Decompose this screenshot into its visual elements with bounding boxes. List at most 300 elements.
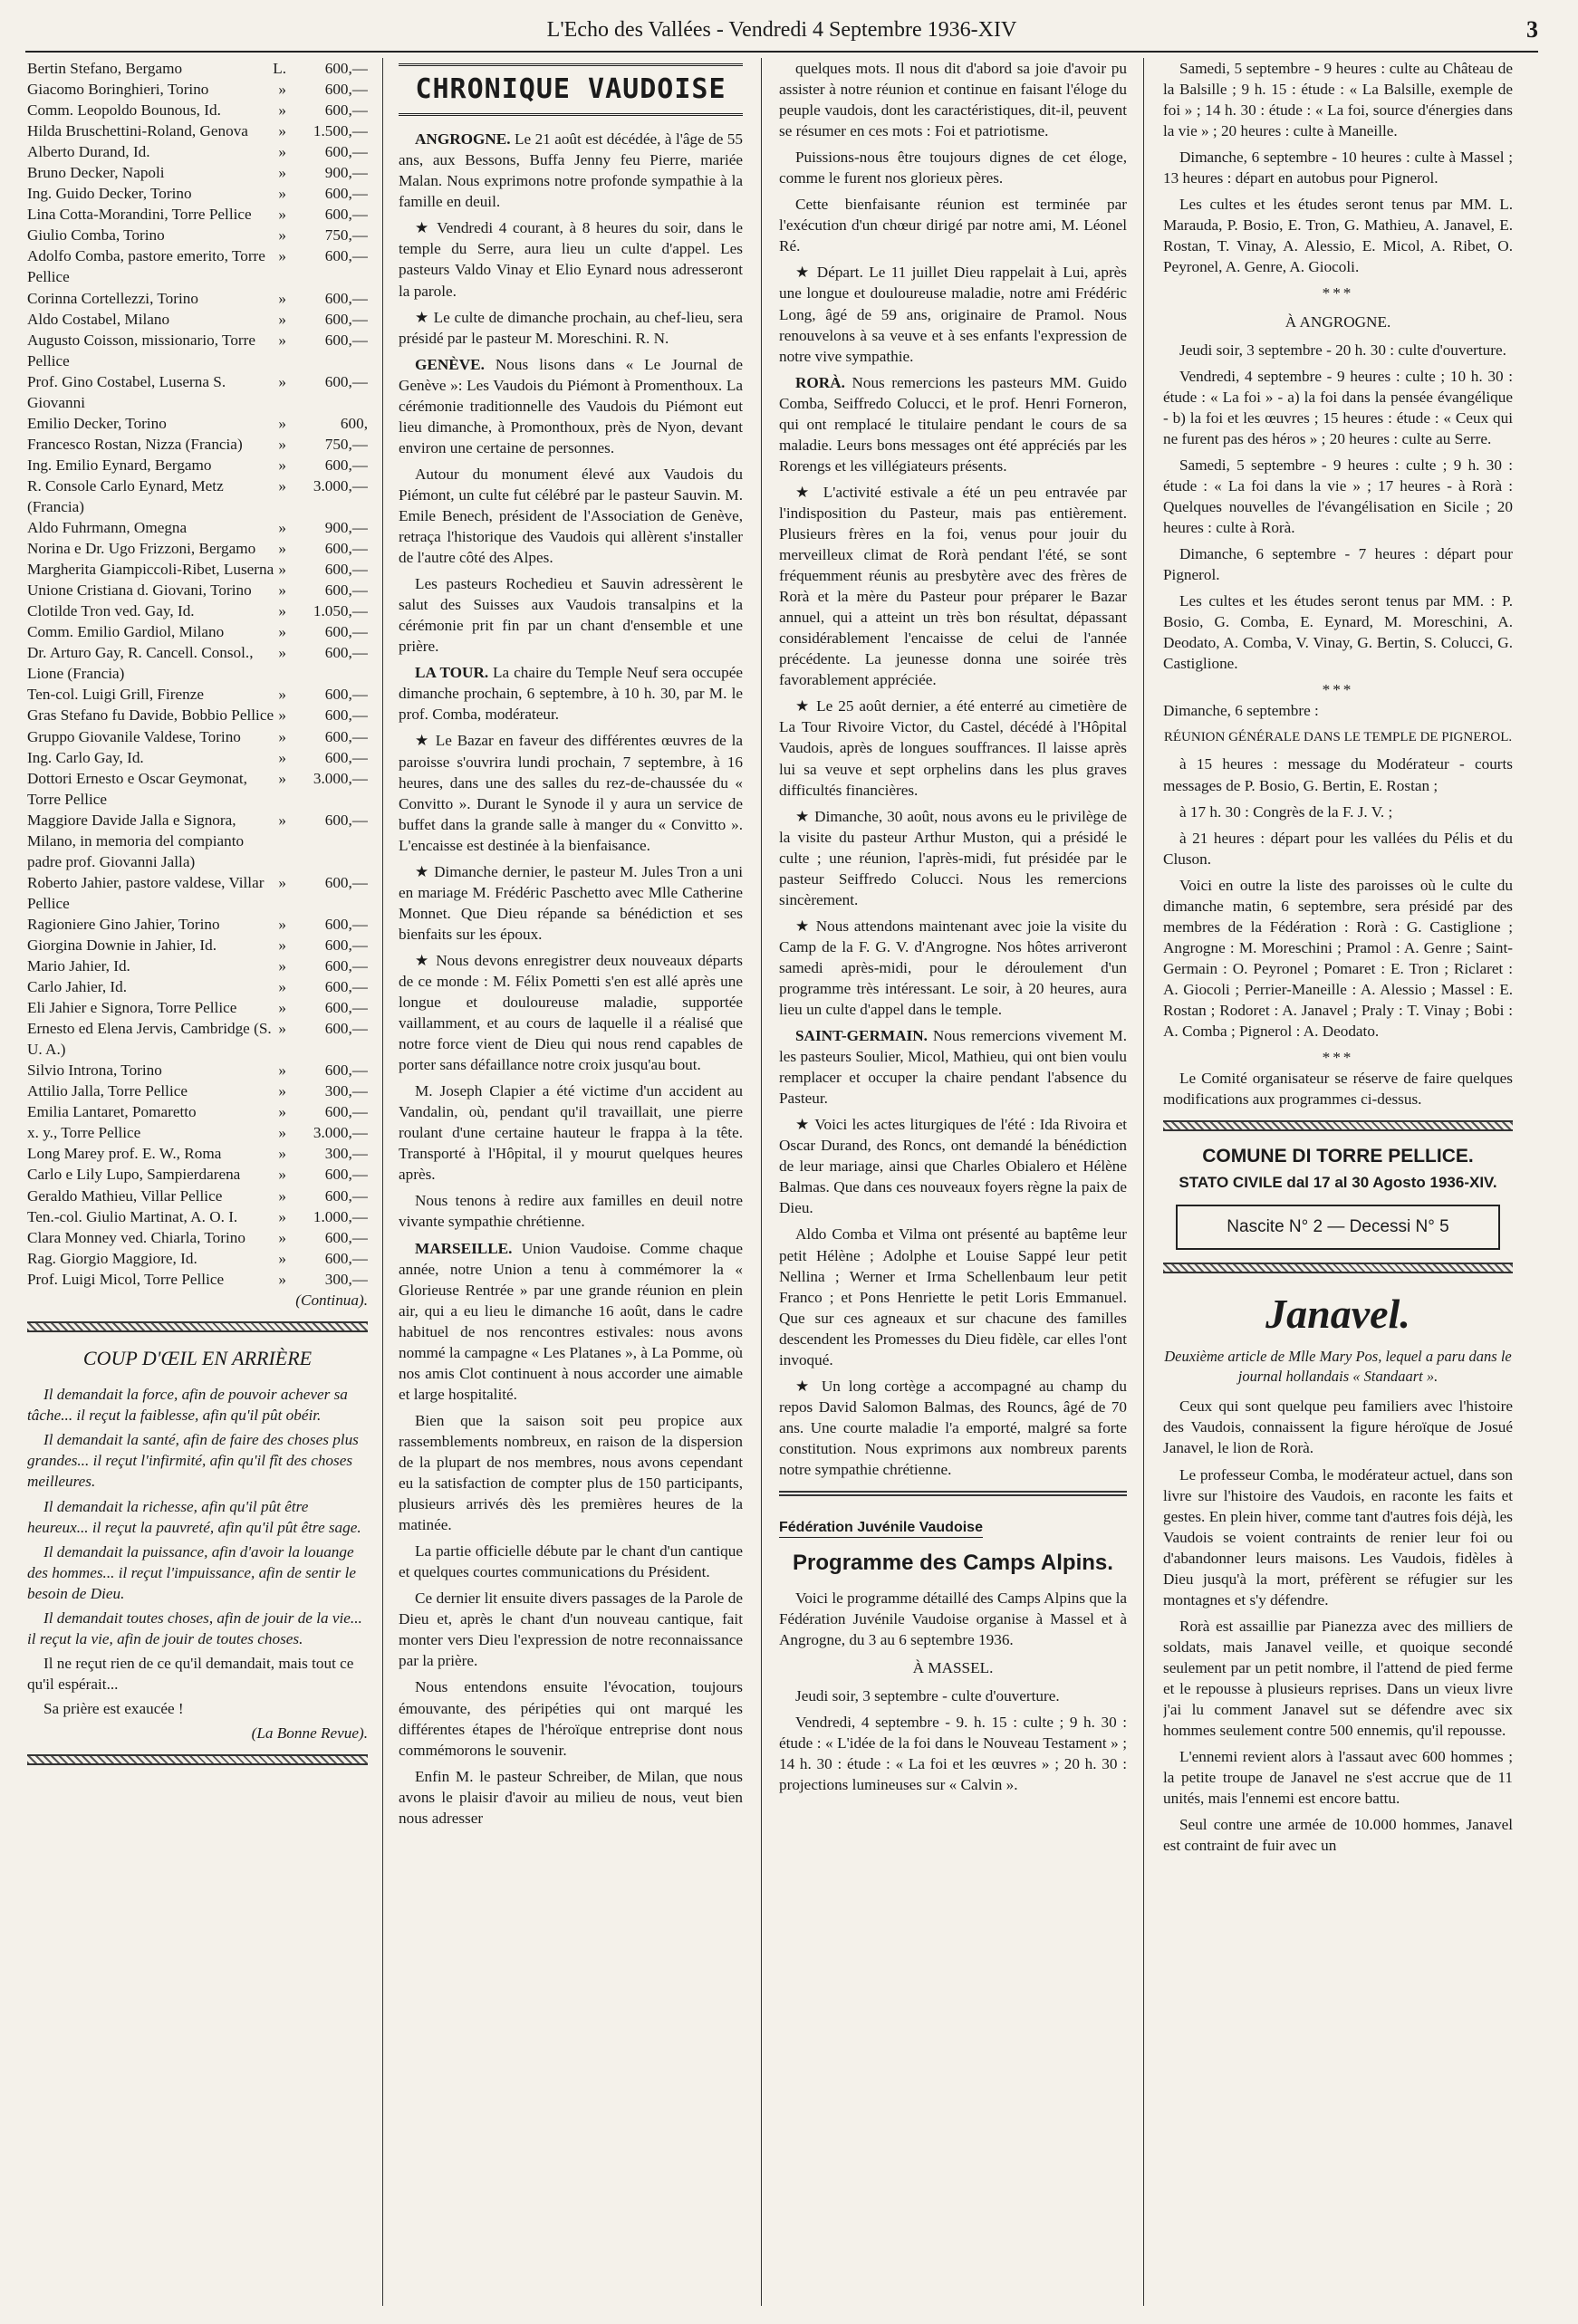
column-rule: [761, 58, 762, 2306]
schedule-item: Samedi, 5 septembre - 9 heures : culte au Château de la Balsille ; 9 h. 15 : étude : « La Balsille, exemple de foi » ; 14 h. 30 : étude : « La foi, source d'énergies dans la vie » ; 20 heures : culte à Maneille.: [1163, 60, 1513, 140]
donor-mark: »: [278, 1082, 286, 1100]
donor-name: Aldo Costabel, Milano: [27, 310, 170, 328]
donor-amount: 600,—: [324, 1249, 368, 1267]
donor-name: Bruno Decker, Napoli: [27, 164, 165, 182]
donor-amount: 300,—: [324, 1082, 368, 1100]
massel-schedule-continued: [1163, 58, 1513, 277]
schedule-item: Jeudi soir, 3 septembre - culte d'ouverture.: [795, 1686, 1060, 1705]
article-paragraph: [779, 696, 1127, 800]
paragraph-text: M. Joseph Clapier a été victime d'un accident au Vandalin, où, pendant qu'il travaillait, une pierre roulant d'une certaine hauteur le frappa à la tête. Transporté à l'Hôpital, il y mourut quelques heures après.: [399, 1082, 743, 1184]
donor-amount: 600,—: [324, 540, 368, 558]
paragraph-text: Nous entendons ensuite l'évocation, toujours émouvante, des péripéties qui ont marqué les différentes étapes de l'héroïque entreprise dont nous commémorons le souvenir.: [399, 1678, 743, 1759]
article-paragraph: [399, 861, 743, 945]
donor-amount: 600,—: [324, 247, 368, 265]
article-paragraph: [399, 950, 743, 1075]
donor-mark: »: [278, 686, 286, 704]
donor-amount: 300,—: [324, 1270, 368, 1288]
donor-name: Francesco Rostan, Nizza (Francia): [27, 435, 243, 453]
donor-name: Roberto Jahier, pastore valdese, Villar Pellice: [27, 873, 265, 912]
article-paragraph: [779, 1114, 1127, 1218]
nascite-box: Nascite N° 2 — Decessi N° 5: [1176, 1205, 1500, 1249]
donor-amount: 600,—: [324, 1228, 368, 1246]
donor-name: Clotilde Tron ved. Gay, Id.: [27, 602, 195, 620]
donor-mark: »: [278, 226, 286, 245]
donor-name: Gruppo Giovanile Valdese, Torino: [27, 727, 241, 745]
angrogne-title: À ANGROGNE.: [1285, 312, 1391, 331]
donor-row: [27, 183, 368, 204]
donor-row: [27, 58, 368, 79]
dimanche-line: Dimanche, 6 septembre :: [1163, 702, 1319, 720]
angrogne-schedule: [1163, 340, 1513, 675]
donor-amount: 600,—: [324, 372, 368, 390]
paragraph-text: Nous remercions vivement M. les pasteurs Soulier, Micol, Mathieu, qui ont bien voulu remplacer et occuper la chaire pendant l'absence du Pasteur.: [779, 1027, 1127, 1108]
janavel-title: Janavel.: [1265, 1290, 1410, 1337]
donor-row: [27, 810, 368, 872]
article-paragraph: [399, 1588, 743, 1671]
donor-row: [27, 1018, 368, 1060]
column-rule: [382, 58, 383, 2306]
paragraph-text: ★ Le culte de dimanche prochain, au chef-lieu, sera présidé par le pasteur M. Moreschini. R. N.: [399, 308, 743, 347]
comune-title: COMUNE DI TORRE PELLICE.: [1202, 1146, 1474, 1167]
donor-row: [27, 162, 368, 183]
donor-mark: »: [278, 1207, 286, 1225]
donor-mark: »: [278, 331, 286, 349]
article-paragraph: [399, 730, 743, 855]
donor-name: Ten-col. Luigi Grill, Firenze: [27, 686, 204, 704]
donor-name: Ing. Guido Decker, Torino: [27, 185, 192, 203]
donor-amount: 600,—: [324, 999, 368, 1017]
donor-name: Attilio Jalla, Torre Pellice: [27, 1082, 188, 1100]
article-paragraph: [779, 58, 1127, 141]
donor-amount: 600,—: [324, 978, 368, 996]
janavel-body: [1163, 1396, 1513, 1856]
donor-mark: »: [278, 602, 286, 620]
donor-mark: »: [278, 143, 286, 161]
donor-row: [27, 1080, 368, 1101]
donor-mark: »: [278, 873, 286, 891]
section-keyword: RORÀ.: [795, 373, 845, 391]
column-programme: [1163, 58, 1513, 2306]
donor-name: Margherita Giampiccoli-Ribet, Luserna: [27, 561, 274, 579]
donor-name: Emilio Decker, Torino: [27, 414, 167, 432]
paragraph-text: Ce dernier lit ensuite divers passages de la Parole de Dieu et, après le chant d'un nouveau cantique, fait monter vers Dieu l'expression de notre reconnaissance par la prière.: [399, 1589, 743, 1670]
donor-name: Corinna Cortellezzi, Torino: [27, 289, 198, 307]
paragraph-text: ★ L'activité estivale a été un peu entravée par l'indisposition du Pasteur, mais pas entièrement. Plusieurs frères en la foi, venus pour jouir du merveilleux climat de Rorà pendant l'été, se sont fréquemment réunis au presbytère avec des frères de Rorà et la mère du Pasteur pour préparer le Bazar annuel, qui a atteint un très bon résultat, dépassant considérablement l'encaisse de celui de l'année précédente. La jeunesse donna une soirée très favorablement appréciée.: [779, 483, 1127, 689]
paragraph-text: ★ Départ. Le 11 juillet Dieu rappelait à Lui, après une longue et douloureuse maladie, notre ami Frédéric Long, âgé de 59 ans, originaire de Pramol. Nous renouvelons à sa veuve et à ses enfants l'expression de notre vive sympathie.: [779, 264, 1127, 365]
paragraph-text: Aldo Comba et Vilma ont présenté au baptême leur petit Hélène ; Adolphe et Louise Sappé leur petit Nellina ; Werner et Irma Schellenbaum leur petit Franco ; et Pons Henriette le petit Loris Emmanuel. Que sur ces agneaux et sur chacune des familles descendent les Promesses du Dieu fidèle, car elles l'ont invoqué.: [779, 1225, 1127, 1368]
donor-name: Giorgina Downie in Jahier, Id.: [27, 936, 217, 954]
donor-mark: »: [278, 519, 286, 537]
donor-row: [27, 141, 368, 162]
donor-row: [27, 288, 368, 309]
donor-row: [27, 559, 368, 580]
janavel-subtitle: Deuxième article de Mlle Mary Pos, lequel a paru dans le journal hollandais « Standaart ».: [1164, 1348, 1512, 1386]
donor-mark: L.: [273, 60, 286, 77]
paragraph-text: Bien que la saison soit peu propice aux rassemblements nombreux, en raison de la dispersion de la plupart de nos membres, nous avons cependant eu la satisfaction de compter plus de 150 participants, plusieurs arrivés dès les premières heures de la matinée.: [399, 1411, 743, 1534]
paragraph-text: ★ Le Bazar en faveur des différentes œuvres de la paroisse s'ouvrira lundi prochain, 7 septembre, à 16 heures, dans une des salles du rez-de-chaussée du « Convitto ». Durant le Synode il y aura un service de buffet dans la grande salle à manger du « Convitto ». L'encaisse est destinée à la bienfaisance.: [399, 732, 743, 854]
donor-amount: 600,—: [324, 581, 368, 600]
coup-title: COUP D'ŒIL EN ARRIÈRE: [82, 1346, 313, 1369]
donor-row: [27, 455, 368, 475]
donor-amount: 600,: [340, 414, 368, 432]
donor-row: [27, 935, 368, 956]
paragraph-text: quelques mots. Il nous dit d'abord sa joie d'avoir pu assister à notre réunion et continue en faisant l'éloge du peuple vaudois, dont les caractéristiques, dit-il, peuvent se résumer en ces mots : Foi et patriotisme.: [779, 60, 1127, 140]
donor-row: [27, 1060, 368, 1080]
donor-amount: 600,—: [324, 706, 368, 725]
donor-name: Dottori Ernesto e Oscar Geymonat, Torre Pellice: [27, 769, 247, 808]
donor-amount: 600,—: [324, 310, 368, 328]
donor-amount: 600,—: [324, 1186, 368, 1205]
donor-row: [27, 434, 368, 455]
donor-row: [27, 621, 368, 642]
donor-amount: 600,—: [324, 206, 368, 224]
donor-mark: »: [278, 1249, 286, 1267]
donor-row: [27, 1227, 368, 1248]
donor-name: Ragioniere Gino Jahier, Torino: [27, 915, 220, 933]
donor-name: Hilda Bruschettini-Roland, Genova: [27, 122, 248, 140]
donor-amount: 3.000,—: [313, 1124, 368, 1142]
donor-name: Carlo e Lily Lupo, Sampierdarena: [27, 1166, 241, 1184]
donor-mark: »: [278, 206, 286, 224]
paragraph-text: La chaire du Temple Neuf sera occupée dimanche prochain, 6 septembre, à 10 h. 30, par M. le prof. Comba, modérateur.: [399, 664, 743, 724]
donor-amount: 1.000,—: [313, 1207, 368, 1225]
schedule-item: Les cultes et les études seront tenus par MM. L. Marauda, P. Bosio, E. Tron, G. Mathieu, A. Janavel, E. Rostan, T. Vinay, A. Alessio, E. Micol, A. Ribet, O. Peyronel, A. Genre, A. Giocoli.: [1163, 196, 1513, 276]
donor-row: [27, 120, 368, 141]
article-paragraph: [779, 916, 1127, 1020]
page-header: [25, 9, 1538, 53]
donor-row: [27, 204, 368, 225]
federation-label: Fédération Juvénile Vaudoise: [779, 1518, 983, 1538]
donor-name: Aldo Fuhrmann, Omegna: [27, 519, 188, 537]
donor-amount: 600,—: [324, 143, 368, 161]
donor-row: [27, 538, 368, 559]
donor-amount: 900,—: [324, 164, 368, 182]
article-paragraph: [399, 1190, 743, 1232]
section-stars: ***: [1322, 681, 1354, 699]
donor-row: [27, 997, 368, 1018]
coup-line: Sa prière est exaucée !: [43, 1699, 184, 1717]
paragraph-text: Union Vaudoise. Comme chaque année, notre Union a tenu à commémorer la « Glorieuse Rentrée » par une grande réunion en plein air, qui a eu lieu le dimanche 16 août, dans le cadre habituel de nos rencontres estivales: nous avons nommé la campagne « Les Platanes », à La Pomme, où nos amis Clot continuent à nous accorder une aimable et large hospitalité.: [399, 1239, 743, 1403]
donor-amount: 600,—: [324, 1166, 368, 1184]
donor-name: Ing. Carlo Gay, Id.: [27, 748, 144, 766]
donor-name: R. Console Carlo Eynard, Metz (Francia): [27, 476, 224, 515]
donor-row: [27, 726, 368, 747]
paragraph-text: Autour du monument élevé aux Vaudois du Piémont, un culte fut célébré par le pasteur Sauvin. M. Emile Benech, président de l'Association de Genève, retraça l'historique des Vaudois qui allèrent s'installer de l'autre côté des Alpes.: [399, 465, 743, 567]
donor-amount: 600,—: [324, 727, 368, 745]
page-number: 3: [1526, 16, 1538, 43]
donor-mark: »: [278, 540, 286, 558]
donor-mark: »: [278, 1103, 286, 1121]
donor-amount: 600,—: [324, 686, 368, 704]
donor-name: Lina Cotta-Morandini, Torre Pellice: [27, 206, 252, 224]
donor-row: [27, 1186, 368, 1206]
donor-mark: »: [278, 414, 286, 432]
coup-line: Il demandait la puissance, afin d'avoir la louange des hommes... il reçut l'impuissance, afin de sentir le besoin de Dieu.: [27, 1542, 356, 1602]
donor-row: [27, 1143, 368, 1164]
donor-amount: 600,—: [324, 873, 368, 891]
donor-row: [27, 517, 368, 538]
paragraph-text: ★ Dimanche, 30 août, nous avons eu le privilège de la visite du pasteur Arthur Muston, qui a présidé le culte ; une réunion, l'après-midi, fut présidée par le pasteur Seiffredo Colucci. Nous les remercions sincèrement.: [779, 807, 1127, 908]
paragraph-text: Puissions-nous être toujours dignes de cet éloge, comme le furent nos glorieux pères.: [779, 149, 1127, 187]
donor-name: Ten.-col. Giulio Martinat, A. O. I.: [27, 1207, 238, 1225]
donor-amount: 600,—: [324, 748, 368, 766]
donor-mark: »: [278, 978, 286, 996]
donor-name: Long Marey prof. E. W., Roma: [27, 1145, 222, 1163]
donor-mark: »: [278, 727, 286, 745]
donor-mark: »: [278, 1166, 286, 1184]
donor-mark: »: [278, 247, 286, 265]
coup-source: (La Bonne Revue).: [251, 1724, 368, 1742]
donor-mark: »: [278, 1124, 286, 1142]
camps-intro: Voici le programme détaillé des Camps Alpins que la Fédération Juvénile Vaudoise organise à Massel et à Angrogne, du 3 au 6 septembre 1936.: [779, 1589, 1127, 1648]
donor-amount: 600,—: [324, 456, 368, 474]
janavel-paragraph: Le professeur Comba, le modérateur actuel, dans son livre sur l'histoire des Vaudois, en raconte les faits et gestes. En plein hiver, comme tant d'autres fois déjà, les Vaudois se voient contraints de renier leur foi ou d'abandonner leurs maisons. Les Vaudois, fidèles à Dieu jusqu'à la mort, préfèrent se réfugier sur les montagnes et s'y défendre.: [1163, 1465, 1513, 1609]
article-paragraph: [399, 1238, 743, 1405]
donor-mark: »: [278, 999, 286, 1017]
donor-row: [27, 580, 368, 600]
donor-mark: »: [278, 1186, 286, 1205]
donor-mark: »: [278, 81, 286, 99]
donor-amount: 600,—: [324, 644, 368, 662]
donor-name: Prof. Gino Costabel, Luserna S. Giovanni: [27, 372, 226, 411]
paragraph-text: ★ Dimanche dernier, le pasteur M. Jules Tron a uni en mariage M. Frédéric Paschetto avec Mlle Catherine Monnet. Que Dieu répande sa bénédiction et ses bienfaits sur les époux.: [399, 862, 743, 943]
donor-amount: 600,—: [324, 101, 368, 120]
donor-name: Giulio Comba, Torino: [27, 226, 165, 245]
paragraph-text: ★ Un long cortège a accompagné au champ du repos David Salomon Balmas, des Rouncs, âgé de 70 ans. Une courte maladie l'a emporté, malgré sa forte constitution. Nous exprimons aux nombreux parents notre sympathie chrétienne.: [779, 1377, 1127, 1478]
schedule-item: Vendredi, 4 septembre - 9 heures : culte ; 10 h. 30 : étude : « La foi » - a) la foi dans la pensée évangélique - b) la foi et les œuvres ; 15 heures : étude : « Ceux qui ne furent pas des héros » ; 20 heures : culte au Serre.: [1163, 367, 1513, 447]
donor-mark: »: [278, 748, 286, 766]
donor-row: [27, 642, 368, 684]
donor-mark: »: [278, 811, 286, 829]
donor-name: Augusto Coisson, missionario, Torre Pellice: [27, 331, 255, 370]
coup-line: Il demandait la richesse, afin qu'il pût être heureux... il reçut la pauvreté, afin qu'il pût être sage.: [27, 1497, 361, 1536]
janavel-paragraph: Seul contre une armée de 10.000 hommes, Janavel est contraint de fuir avec un: [1163, 1816, 1513, 1855]
column-chronique: [399, 58, 743, 2306]
article-paragraph: [779, 147, 1127, 188]
column-rule: [1143, 58, 1144, 2306]
donor-name: x. y., Torre Pellice: [27, 1124, 141, 1142]
article-paragraph: [779, 1025, 1127, 1109]
donor-amount: 600,—: [324, 811, 368, 829]
decorative-divider: [27, 1321, 368, 1332]
donor-mark: »: [278, 1061, 286, 1080]
donor-list: [27, 58, 368, 1290]
article-paragraph: [779, 194, 1127, 256]
donor-amount: 3.000,—: [313, 769, 368, 787]
donor-name: Prof. Luigi Micol, Torre Pellice: [27, 1270, 225, 1288]
donor-row: [27, 330, 368, 371]
donor-name: Geraldo Mathieu, Villar Pellice: [27, 1186, 223, 1205]
donor-name: Adolfo Comba, pastore emerito, Torre Pellice: [27, 247, 265, 286]
section-keyword: LA TOUR.: [415, 664, 489, 682]
donor-row: [27, 1248, 368, 1269]
donor-amount: 600,—: [324, 1020, 368, 1038]
donor-name: Unione Cristiana d. Giovani, Torino: [27, 581, 252, 600]
donor-row: [27, 413, 368, 434]
decorative-divider: [779, 1491, 1127, 1496]
donor-name: Rag. Giorgio Maggiore, Id.: [27, 1249, 197, 1267]
comite-note: Le Comité organisateur se réserve de faire quelques modifications aux programmes ci-dessus.: [1163, 1070, 1513, 1109]
donor-amount: 600,—: [324, 623, 368, 641]
article-paragraph: [779, 806, 1127, 910]
article-paragraph: [779, 1224, 1127, 1369]
donor-amount: 600,—: [324, 289, 368, 307]
donor-row: [27, 976, 368, 997]
paragraph-text: Nous tenons à redire aux familles en deuil notre vivante sympathie chrétienne.: [399, 1192, 743, 1231]
donor-amount: 600,—: [324, 936, 368, 954]
donor-name: Gras Stefano fu Davide, Bobbio Pellice: [27, 706, 274, 725]
donor-row: [27, 245, 368, 287]
reunion-line: RÉUNION GÉNÉRALE DANS LE TEMPLE DE PIGNEROL.: [1163, 730, 1513, 745]
donor-amount: 600,—: [324, 957, 368, 975]
donor-name: Comm. Leopoldo Bounous, Id.: [27, 101, 221, 120]
donor-name: Bertin Stefano, Bergamo: [27, 60, 183, 77]
article-paragraph: [779, 482, 1127, 690]
donor-mark: »: [278, 101, 286, 120]
donor-mark: »: [278, 1020, 286, 1038]
donor-amount: 900,—: [324, 519, 368, 537]
decorative-divider: [27, 1754, 368, 1765]
chronique-body: [399, 129, 743, 1829]
donor-amount: 600,—: [324, 561, 368, 579]
paragraph-text: La partie officielle débute par le chant d'un cantique et quelques courtes communications du Président.: [399, 1542, 743, 1581]
schedule-item: Jeudi soir, 3 septembre - 20 h. 30 : culte d'ouverture.: [1179, 341, 1506, 359]
donor-name: Norina e Dr. Ugo Frizzoni, Bergamo: [27, 540, 256, 558]
massel-schedule: [779, 1685, 1127, 1795]
donor-amount: 600,—: [324, 915, 368, 933]
donor-row: [27, 371, 368, 413]
donor-mark: »: [278, 915, 286, 933]
paragraph-text: Enfin M. le pasteur Schreiber, de Milan, que nous avons le plaisir d'avoir au milieu de nous, veut bien nous adresser: [399, 1767, 743, 1827]
article-paragraph: [399, 1676, 743, 1760]
donor-mark: »: [278, 581, 286, 600]
chronique-continued-body: [779, 58, 1127, 1480]
donor-mark: »: [278, 561, 286, 579]
coup-line: Il demandait la force, afin de pouvoir achever sa tâche... il reçut la faiblesse, afin qu'il pût obéir.: [27, 1386, 348, 1425]
janavel-paragraph: Rorà est assaillie par Pianezza avec des milliers de soldats, mais Janavel veille, et quoique secondé seulement par un petit nombre, il l'attend de pied ferme et le repousse à plusieurs reprises. Dans un vieux livre j'ai lu comment Janavel sut se défendre avec six hommes seulement contre 500 ennemis, qu'il repousse.: [1163, 1617, 1513, 1740]
donor-mark: »: [278, 644, 286, 662]
donor-row: [27, 475, 368, 517]
article-paragraph: [399, 573, 743, 657]
article-paragraph: [399, 307, 743, 349]
donor-amount: 600,—: [324, 1103, 368, 1121]
coup-line: Il demandait toutes choses, afin de jouir de la vie... il reçut la vie, afin de jouir de toutes choses.: [27, 1609, 362, 1647]
stato-civile: STATO CIVILE dal 17 al 30 Agosto 1936-XIV.: [1179, 1174, 1497, 1192]
donor-mark: »: [278, 476, 286, 495]
janavel-paragraph: Ceux qui sont quelque peu familiers avec l'histoire des Vaudois, connaissent la figure héroïque de Josué Janavel, le lion de Rorà.: [1163, 1397, 1513, 1457]
donor-row: [27, 705, 368, 725]
decorative-divider: [1163, 1120, 1513, 1131]
donor-row: [27, 914, 368, 935]
donor-name: Alberto Durand, Id.: [27, 143, 150, 161]
donor-name: Giacomo Boringhieri, Torino: [27, 81, 209, 99]
donor-mark: »: [278, 289, 286, 307]
donor-amount: 600,—: [324, 1061, 368, 1080]
column-chronique-continued: [779, 58, 1127, 2306]
schedule-item: à 17 h. 30 : Congrès de la F. J. V. ;: [1179, 802, 1393, 821]
paragraph-text: Les pasteurs Rochedieu et Sauvin adressèrent le salut des Suisses aux Vaudois transalpins et la cérémonie prit fin par un chant d'ensemble et une prière.: [399, 575, 743, 656]
coup-body: [27, 1384, 368, 1719]
donor-amount: 750,—: [324, 226, 368, 245]
donor-name: Dr. Arturo Gay, R. Cancell. Consol., Lione (Francia): [27, 644, 254, 683]
newspaper-title: L'Echo des Vallées - Vendredi 4 Septembre 1936-XIV: [546, 17, 1017, 42]
donor-mark: »: [278, 936, 286, 954]
donor-row: [27, 79, 368, 100]
section-keyword: MARSEILLE.: [415, 1239, 513, 1257]
donor-mark: »: [278, 185, 286, 203]
donor-amount: 600,—: [324, 331, 368, 349]
chronique-title: CHRONIQUE VAUDOISE: [399, 63, 743, 116]
schedule-item: Dimanche, 6 septembre - 7 heures : départ pour Pignerol.: [1163, 544, 1513, 584]
donor-mark: »: [278, 435, 286, 453]
article-paragraph: [399, 1766, 743, 1829]
donor-mark: »: [278, 456, 286, 474]
donor-name: Ernesto ed Elena Jervis, Cambridge (S. U. A.): [27, 1020, 272, 1059]
donor-mark: »: [278, 1270, 286, 1288]
pignerol-schedule: [1163, 754, 1513, 1042]
section-stars: ***: [1322, 1049, 1354, 1067]
article-paragraph: [399, 1410, 743, 1535]
schedule-item: Vendredi, 4 septembre - 9. h. 15 : culte ; 9 h. 30 : étude : « L'idée de la foi dans le Nouveau Testament » ; 14 h. 30 : étude : « La foi et les œuvres » ; 20 h. 30 : projections lumineuses sur « Calvin ».: [779, 1713, 1127, 1794]
paragraph-text: Le 21 août est décédée, à l'âge de 55 ans, aux Bessons, Buffa Jenny feu Pierre, mariée Malan. Nous exprimons notre profonde sympathie à la famille en deuil.: [399, 130, 743, 211]
donor-row: [27, 100, 368, 120]
schedule-item: Dimanche, 6 septembre - 10 heures : culte à Massel ; 13 heures : départ en autobus pour Pignerol.: [1163, 149, 1513, 187]
article-paragraph: [399, 662, 743, 725]
donor-mark: »: [278, 164, 286, 182]
donor-row: [27, 600, 368, 621]
coup-line: Il demandait la santé, afin de faire des choses plus grandes... il reçut l'infirmité, afin qu'il fît des choses meilleures.: [27, 1431, 359, 1491]
donor-amount: 300,—: [324, 1145, 368, 1163]
donor-name: Maggiore Davide Jalla e Signora, Milano, in memoria del compianto padre prof. Giovanni Jalla): [27, 811, 245, 870]
article-paragraph: [399, 1541, 743, 1582]
donor-row: [27, 956, 368, 976]
donor-name: Carlo Jahier, Id.: [27, 978, 128, 996]
section-stars: ***: [1322, 284, 1354, 303]
donor-name: Ing. Emilio Eynard, Bergamo: [27, 456, 212, 474]
schedule-item: Voici en outre la liste des paroisses où le culte du dimanche matin, 6 septembre, sera présidé par des membres de la Fédération : Rorà : G. Castiglione ; Angrogne : M. Moreschini ; Pramol : A. Genre ; Saint-Germain : O. Peyronel ; Pomaret : E. Tron ; Riclaret : A. Giocoli ; Perrier-Maneille : A. Alessio ; Massel : E. Rostan ; Rodoret : A. Janavel ; Praly : T. Vinay ; Bobi : A. Comba ; Pignerol : A. Deodato.: [1163, 876, 1513, 1041]
donor-name: Comm. Emilio Gardiol, Milano: [27, 623, 225, 641]
paragraph-text: Nous remercions les pasteurs MM. Guido Comba, Seiffredo Colucci, et le prof. Henri Forneron, qui ont remplacé le titulaire pendant le cours de sa maladie. Leurs bons messages ont été appréciés par les Rorengs et les villégiateurs présents.: [779, 373, 1127, 475]
donor-mark: »: [278, 769, 286, 787]
janavel-paragraph: L'ennemi revient alors à l'assaut avec 600 hommes ; la petite troupe de Janavel ne s'est accrue que de 11 unités, mais l'ennemi est encore battu.: [1163, 1748, 1513, 1808]
section-keyword: ANGROGNE.: [415, 130, 511, 149]
donor-mark: »: [278, 122, 286, 140]
donor-amount: 600,—: [324, 60, 368, 77]
donor-amount: 600,—: [324, 185, 368, 203]
donor-row: [27, 225, 368, 245]
column-donors: [27, 58, 368, 2306]
schedule-item: à 21 heures : départ pour les vallées du Pélis et du Cluson.: [1163, 829, 1513, 868]
article-paragraph: [779, 372, 1127, 476]
donor-row: [27, 684, 368, 705]
donor-row: [27, 1164, 368, 1185]
donor-mark: »: [278, 623, 286, 641]
paragraph-text: ★ Nous devons enregistrer deux nouveaux départs de ce monde : M. Félix Pometti s'en est allé après une longue et douloureuse maladie, supportée vaillamment, et au cours de laquelle il a réalisé que notre force vient de Dieu qui nous rend capables de porter sans défaillance notre croix jusqu'au bout.: [399, 951, 743, 1074]
paragraph-text: Cette bienfaisante réunion est terminée par l'exécution d'un chœur dirigé par notre ami, M. Léonel Ré.: [779, 196, 1127, 255]
schedule-item: Les cultes et les études seront tenus par MM. : P. Bosio, G. Comba, E. Eynard, M. Moreschini, A. Deodato, A. Comba, V. Vinay, G. Bertin, S. Colucci, G. Castiglione.: [1163, 592, 1513, 673]
coup-line: Il ne reçut rien de ce qu'il demandait, mais tout ce qu'il espérait...: [27, 1654, 354, 1693]
article-paragraph: [399, 217, 743, 301]
schedule-item: à 15 heures : message du Modérateur - courts messages de P. Bosio, G. Bertin, E. Rostan ;: [1163, 755, 1513, 794]
donor-row: [27, 747, 368, 768]
donor-name: Silvio Introna, Torino: [27, 1061, 162, 1080]
donor-name: Eli Jahier e Signora, Torre Pellice: [27, 999, 237, 1017]
article-paragraph: [399, 464, 743, 568]
donor-mark: »: [278, 372, 286, 390]
massel-title: À MASSEL.: [912, 1658, 994, 1676]
article-paragraph: [779, 1376, 1127, 1480]
camps-title: Programme des Camps Alpins.: [793, 1551, 1113, 1576]
